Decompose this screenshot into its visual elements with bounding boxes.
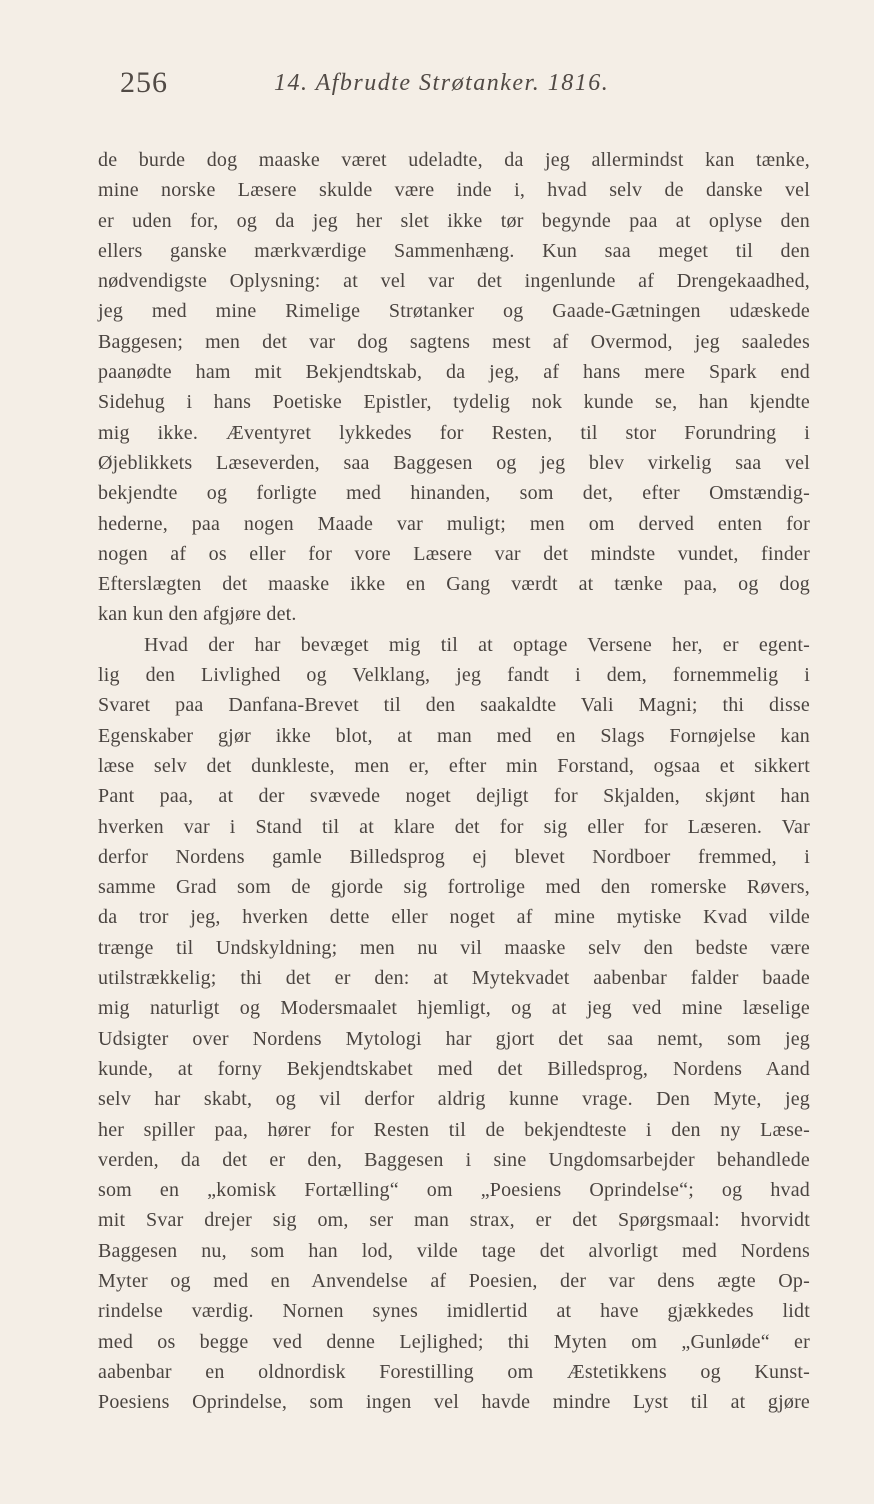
text-line: Svaret paa Danfana-Brevet til den saakaldte Vali Magni; thi disse	[98, 694, 810, 717]
text-line: Baggesen nu, som han lod, vilde tage det alvorligt med Nordens	[98, 1239, 810, 1262]
text-line: som en „komisk Fortælling“ om „Poesiens Oprindelse“; og hvad	[98, 1179, 810, 1202]
page-header	[120, 66, 680, 106]
text-line: ellers ganske mærkværdige Sammenhæng. Kun saa meget til den	[98, 239, 810, 262]
text-line: Udsigter over Nordens Mytologi har gjort det saa nemt, som jeg	[98, 1027, 810, 1050]
text-line: trænge til Undskyldning; men nu vil maaske selv den bedste være	[98, 936, 810, 959]
text-line: Sidehug i hans Poetiske Epistler, tydelig nok kunde se, han kjendte	[98, 391, 810, 414]
body-text	[98, 145, 810, 1417]
text-line: lig den Livlighed og Velklang, jeg fandt i dem, fornemmelig i	[98, 664, 810, 687]
text-line: Hvad der har bevæget mig til at optage Versene her, er egent-	[144, 633, 810, 656]
text-line: hederne, paa nogen Maade var muligt; men om derved enten for	[98, 512, 810, 535]
text-line: utilstrækkelig; thi det er den: at Mytekvadet aabenbar falder baade	[98, 967, 810, 990]
text-line: kunde, at forny Bekjendtskabet med det Billedsprog, Nordens Aand	[98, 1057, 810, 1080]
text-line: mig ikke. Æventyret lykkedes for Resten, til stor Forundring i	[98, 421, 810, 444]
text-line: nødvendigste Oplysning: at vel var det ingenlunde af Drengekaadhed,	[98, 270, 810, 293]
text-line: verden, da det er den, Baggesen i sine Ungdomsarbejder behandlede	[98, 1148, 810, 1171]
text-line: Pant paa, at der svævede noget dejligt for Skjalden, skjønt han	[98, 785, 810, 808]
text-line: Myter og med en Anvendelse af Poesien, der var dens ægte Op-	[98, 1269, 810, 1292]
text-line: Efterslægten det maaske ikke en Gang værdt at tænke paa, og dog	[98, 573, 810, 596]
text-line: paanødte ham mit Bekjendtskab, da jeg, af hans mere Spark end	[98, 361, 810, 384]
text-line: selv har skabt, og vil derfor aldrig kunne vrage. Den Myte, jeg	[98, 1088, 810, 1111]
text-line: Baggesen; men det var dog sagtens mest af Overmod, jeg saaledes	[98, 330, 810, 353]
paragraph-2	[98, 630, 810, 1418]
text-line: derfor Nordens gamle Billedsprog ej blevet Nordboer fremmed, i	[98, 845, 810, 868]
text-line: hverken var i Stand til at klare det for sig eller for Læseren. Var	[98, 815, 810, 838]
text-line: de burde dog maaske været udeladte, da jeg allermindst kan tænke,	[98, 149, 810, 171]
text-line: jeg med mine Rimelige Strøtanker og Gaade-Gætningen udæskede	[98, 300, 810, 323]
text-line: rindelse værdig. Nornen synes imidlertid at have gjækkedes lidt	[98, 1300, 810, 1323]
text-line: her spiller paa, hører for Resten til de bekjendteste i den ny Læse-	[98, 1118, 810, 1141]
page-number: 256	[120, 66, 168, 99]
text-line: bekjendte og forligte med hinanden, som det, efter Omstændig-	[98, 482, 810, 505]
text-line: med os begge ved denne Lejlighed; thi Myten om „Gunløde“ er	[98, 1330, 810, 1353]
text-line: mit Svar drejer sig om, ser man strax, er det Spørgsmaal: hvorvidt	[98, 1209, 810, 1232]
text-line: Poesiens Oprindelse, som ingen vel havde mindre Lyst til at gjøre	[98, 1391, 810, 1414]
text-line: samme Grad som de gjorde sig fortrolige med den romerske Røvers,	[98, 876, 810, 899]
text-line: læse selv det dunkleste, men er, efter min Forstand, ogsaa et sikkert	[98, 754, 810, 777]
text-line: er uden for, og da jeg her slet ikke tør begynde paa at oplyse den	[98, 209, 810, 232]
paragraph-1	[98, 145, 810, 630]
text-line: Egenskaber gjør ikke blot, at man med en Slags Fornøjelse kan	[98, 724, 810, 747]
running-head: 14. Afbrudte Strøtanker. 1816.	[274, 70, 610, 96]
text-line: mine norske Læsere skulde være inde i, hvad selv de danske vel	[98, 179, 810, 202]
text-line: mig naturligt og Modersmaalet hjemligt, og at jeg ved mine læselige	[98, 997, 810, 1020]
text-line: Øjeblikkets Læseverden, saa Baggesen og jeg blev virkelig saa vel	[98, 451, 810, 474]
text-line: da tror jeg, hverken dette eller noget af mine mytiske Kvad vilde	[98, 906, 810, 929]
text-line: kan kun den afgjøre det.	[98, 603, 297, 626]
text-line: nogen af os eller for vore Læsere var det mindste vundet, finder	[98, 542, 810, 565]
text-line: aabenbar en oldnordisk Forestilling om Æstetikkens og Kunst-	[98, 1360, 810, 1383]
